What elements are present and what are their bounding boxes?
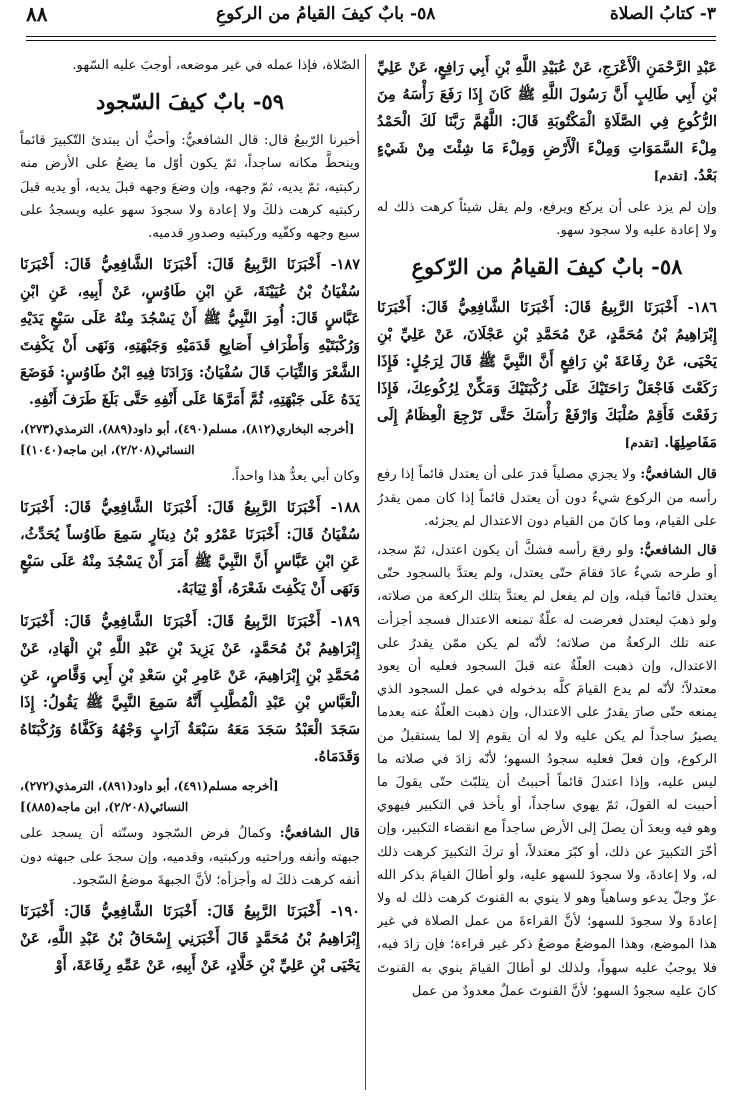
chapter-heading-58: ٥٨- بابٌ كيفَ القيامُ من الرّكوعِ xyxy=(411,254,683,280)
hadith-186 xyxy=(377,294,717,457)
hadith-number: ١٨٧- xyxy=(330,256,360,274)
header-chapter-title: ٣- كتابُ الصلاة xyxy=(609,4,716,24)
hadith-continuation xyxy=(377,54,717,190)
commentary-paragraph: أخبرنا الرّبيعُ قال: قال الشافعيُّ: وأحبُّ أن يبتدئ التّكبيرَ قائماً وينحطَّ مكانه ساجداً، ثمّ يكون أوّل ما يضعُ على الأرض منه ركبتيه، ثمّ يديه، ثمّ وجهه، وإن وضعَ وجهه قبلَ يديه، أو يديه قبلَ ركبتيه كرهت ذلكَ ولا إعادة ولا سجودَ سهو عليه ويسجدُ على سبع وجهه وكفّيه وركبتيه وصدورِ قدميه. xyxy=(20,133,360,242)
header-rule xyxy=(26,36,716,37)
hadith-number: ١٩٠- xyxy=(330,903,360,921)
hadith-188 xyxy=(20,494,360,602)
commentary-paragraph: الصّلاة، فإذا عمله في غير موضعه، أوجبَ عليه السّهو. xyxy=(72,58,360,73)
right-column xyxy=(377,54,717,1094)
page-number: ٨٨ xyxy=(26,2,48,26)
hadith-text: أَخْبَرَنَا الرَّبِيعُ قَالَ: أَخْبَرَنَا الشَّافِعِيُّ قَالَ: أَخْبَرَنَا سُفْيَانُ قَالَ: أَخْبَرَنَا عَمْرُو بْنُ دِينَارٍ سَمِعَ طَاوُساً يُحَدِّثُ، عَنِ ابْنِ عَبَّاسٍ أَنَّ النَّبِيَّ ﷺ أَمَرَ أَنْ يَسْجُدَ مِنْهُ عَلَى سَبْعٍ وَنَهَى أَنْ يَكْفِتَ شَعْرَهُ، أَوْ ثِيَابَهُ. xyxy=(20,499,360,598)
hadith-189 xyxy=(20,608,360,770)
commentary-text: وكمالُ فرض السّجود وسنّته أن يسجد على جبهته وأنفه وراحتيه وركبتيه، وقدميه، وإن سجدَ على جبهته دون أنفه كرهت ذلكَ له وأجزأه؛ لأنَّ الجبهةَ موضعُ السّجود. xyxy=(20,826,360,888)
hadith-text: عَبْدِ الرَّحْمَنِ الْأَعْرَجِ، عَنْ عُبَيْدِ اللَّهِ بْنِ أَبِي رَافِعٍ، عَنْ عَلِيِّ بْنِ أَبِي طَالِبٍ أَنَّ رَسُولَ اللَّهِ ﷺ كَانَ إِذَا رَفَعَ رَأْسَهُ مِنَ الرُّكُوعِ فِي الصَّلَاةِ الْمَكْتُوبَةِ قَالَ: اللَّهُمَّ رَبَّنَا لَكَ الْحَمْدُ مِلْءَ السَّمَوَاتِ وَمِلْءَ الْأَرْضِ وَمِلْءَ مَا شِئْتَ مِنْ شَيْءٍ بَعْدُ. xyxy=(377,59,717,184)
hadith-text: أَخْبَرَنَا الرَّبِيعُ قَالَ: أَخْبَرَنَا الشَّافِعِيُّ قَالَ: أَخْبَرَنَا سُفْيَانُ بْنُ عُيَيْنَةَ، عَنِ ابْنِ طَاوُسٍ، عَنْ أَبِيهِ، عَنِ ابْنِ عَبَّاسٍ قَالَ: أُمِرَ النَّبِيُّ ﷺ أَنْ يَسْجُدَ مِنْهُ عَلَى سَبْعٍ يَدَيْهِ وَرُكْبَتَيْهِ وَأَطْرَافِ أَصَابِعِ قَدَمَيْهِ وَجَبْهَتِهِ، وَنَهَى أَنْ يَكْفِتَ الشَّعْرَ وَالثِّيَابَ قَالَ سُفْيَانُ: وَزَادَنَا فِيهِ ابْنُ طَاوُسٍ: فَوَضَعَ يَدَهُ عَلَى جَبْهَتِهِ، ثُمَّ أَمَرَّهَا عَلَى أَنْفِهِ حَتَّى بَلَغَ طَرَفَ أَنْفِهِ. xyxy=(20,256,360,409)
header-section-title: ٥٨- بابٌ كيفَ القيامُ من الركوعِ xyxy=(216,4,436,24)
hadith-reference: [أخرجه البخاري(٨١٢)، مسلم(٤٩٠)، أبو داود(٨٨٩)، الترمذي(٢٧٣)، النسائي(٢/٢٠٨)، ابن ماجه(١٠٤٠)] xyxy=(20,422,355,458)
hadith-190 xyxy=(20,898,360,979)
commentary-text: ولو رفعَ رأسه فشكَّ أن يكون اعتدل، ثمّ سجد، أو طرحه شيءٌ عادَ فقامَ حتّى يعتدل، ولم يعتدَّ بالسجود حتّى يعتدل قائماً قبله، وإن لم يفعل لم يعتدَّ بتلك الركعة من صلاته، ولو ذهبَ ليعتدل فعرضت له علّةٌ تمنعه الاعتدال فسجد أجزأت عنه تلك الركعةُ من صلاته؛ لأنّه لم يكن ممّن يقدرُ على الاعتدال، وإن ذهبت العلّةُ عنه قبلَ السجود فعليه أن يعود معتدلاً؛ لأنّه لم يدع القيامَ كلَّه بدخوله في عمل السجود الذي يمنعه حتّى صارَ يقدرُ على الاعتدال، وإن ذهبت العلّةُ عنه بعدما يصيرُ ساجداً لم يكن عليه ولا له أن يقوم إلا لما يستقبلُ من الركوع، وإن فعلَ فعليه سجودُ السهو؛ لأنّه زادَ في صلاته ما ليس عليه، وإذا اعتدلَ قائماً أحببتُ أن يتلبّث حتّى يقولَ ما أحببت له القولَ، ثمّ يهوي ساجداً، أو يأخذ في التكبير فيهوي وهو فيه وبعدَ أن يصلَ إلى الأرض ساجداً مع انقضاء التكبير، وإن أخّرَ التكبيرَ عن ذلك، أو كبّرَ معتدلاً، أو تركَ التكبيرَ كرهت ذلك له، ولا إعادةَ، ولا سجودَ للسهو عليه، ولو أطالَ القيامَ بذكر الله عزّ وجلّ يدعو وساهياً وهو لا ينوي به القنوتَ كرهت ذلك له ولا إعادةَ ولا سجودَ للسهو؛ لأنَّ القراءةَ من عمل الصلاة في غير هذا الموضع، وهذا الموضعُ موضعُ ذكر غير قراءة؛ فإن زادَ فيه، فلا يوجبُ عليه سهواً، ولذلك لو أطالَ القيامَ ينوي به القنوتَ كانَ عليه سجودُ السهو؛ لأنَّ القنوتَ عملٌ معدودٌ من عمل xyxy=(377,543,717,999)
hadith-text: أَخْبَرَنَا الرَّبِيعُ قَالَ: أَخْبَرَنَا الشَّافِعِيُّ قَالَ: أَخْبَرَنَا إِبْرَاهِيمُ بْنُ مُحَمَّدٍ قَالَ أَخْبَرَنِي إِسْحَاقُ بْنُ عَبْدِ اللَّهِ، عَنْ يَحْيَى بْنِ عَلِيِّ بْنِ خَلَّادٍ، عَنْ أَبِيهِ، عَنْ عَمِّهِ رِفَاعَةَ، أَوْ xyxy=(20,903,360,975)
commentary-paragraph xyxy=(377,539,717,1003)
speaker-label: قال الشافعيُّ: xyxy=(640,467,717,483)
page-header xyxy=(26,0,716,50)
commentary-paragraph: وكان أبي يعدُّ هذا واحداً. xyxy=(231,469,360,485)
hadith-number: ١٨٨- xyxy=(330,499,360,517)
hadith-reference: [تقدم] xyxy=(624,436,660,451)
left-column xyxy=(20,54,360,1094)
chapter-heading-59: ٥٩- بابٌ كيفَ السّجود xyxy=(95,89,285,115)
commentary-paragraph xyxy=(377,463,717,533)
header-rule-thin xyxy=(26,40,716,41)
hadith-text: أَخْبَرَنَا الرَّبِيعُ قَالَ: أَخْبَرَنَا الشَّافِعِيُّ قَالَ: أَخْبَرَنَا إِبْرَاهِيمُ بْنُ مُحَمَّدٍ، عَنْ يَزِيدَ بْنِ عَبْدِ اللَّهِ بْنِ الْهَادِ، عَنْ مُحَمَّدِ بْنِ إِبْرَاهِيمَ، عَنْ عَامِرِ بْنِ سَعْدِ بْنِ أَبِي وَقَّاصٍ، عَنِ الْعَبَّاسِ بْنِ عَبْدِ الْمُطَّلِبِ أَنَّهُ سَمِعَ النَّبِيَّ ﷺ يَقُولُ: إِذَا سَجَدَ الْعَبْدُ سَجَدَ مَعَهُ سَبْعَةُ آرَابٍ وَجْهُهُ وَكَفَّاهُ وَرُكْبَتَاهُ وَقَدَمَاهُ. xyxy=(20,613,360,766)
commentary-text: ولا يجزي مصلياً قدرَ على أن يعتدل قائماً إذا رفع رأسه من الركوع شيءٌ دون أن يعتدل قائماً إذا كان ممن يقدرُ على القيام، وما كانَ من القيام دون الاعتدال لم يجزئه. xyxy=(377,467,717,529)
commentary-paragraph xyxy=(20,822,360,892)
speaker-label: قال الشافعيُّ: xyxy=(279,826,360,842)
commentary-paragraph: وإن لم يزد على أن يركع ويرفع، ولم يقل شيئاً كرهت ذلك له ولا إعادة عليه ولا سجود سهو. xyxy=(377,200,717,239)
speaker-label: قال الشافعيُّ: xyxy=(639,543,717,559)
hadith-text: أَخْبَرَنَا الرَّبِيعُ قَالَ: أَخْبَرَنَا الشَّافِعِيُّ قَالَ: أَخْبَرَنَا إِبْرَاهِيمُ بْنُ مُحَمَّدٍ، عَنْ مُحَمَّدِ بْنِ عَجْلَانَ، عَنْ عَلِيِّ بْنِ يَحْيَى، عَنْ رِفَاعَةَ بْنِ رَافِعٍ أَنَّ النَّبِيَّ ﷺ قَالَ لِرَجُلٍ: فَإِذَا رَكَعْتَ فَاجْعَلْ رَاحَتَيْكَ عَلَى رُكْبَتَيْكَ وَمَكِّنْ لِرُكُوعِكَ، فَإِذَا رَفَعْتَ فَأَقِمْ صُلْبَكَ وَارْفَعْ رَأْسَكَ حَتَّى تَرْجِعَ الْعِظَامُ إِلَى مَفَاصِلِهَا. xyxy=(377,299,717,452)
hadith-number: ١٨٩- xyxy=(330,613,360,631)
hadith-reference: [تقدم] xyxy=(653,169,689,183)
hadith-reference: [أخرجه مسلم(٤٩١)، أبو داود(٨٩١)، الترمذي(٢٧٢)، النسائي(٢/٢٠٨)، ابن ماجه(٨٨٥)] xyxy=(20,779,279,815)
column-divider xyxy=(365,54,366,1090)
hadith-187 xyxy=(20,251,360,413)
hadith-number: ١٨٦- xyxy=(687,299,717,317)
